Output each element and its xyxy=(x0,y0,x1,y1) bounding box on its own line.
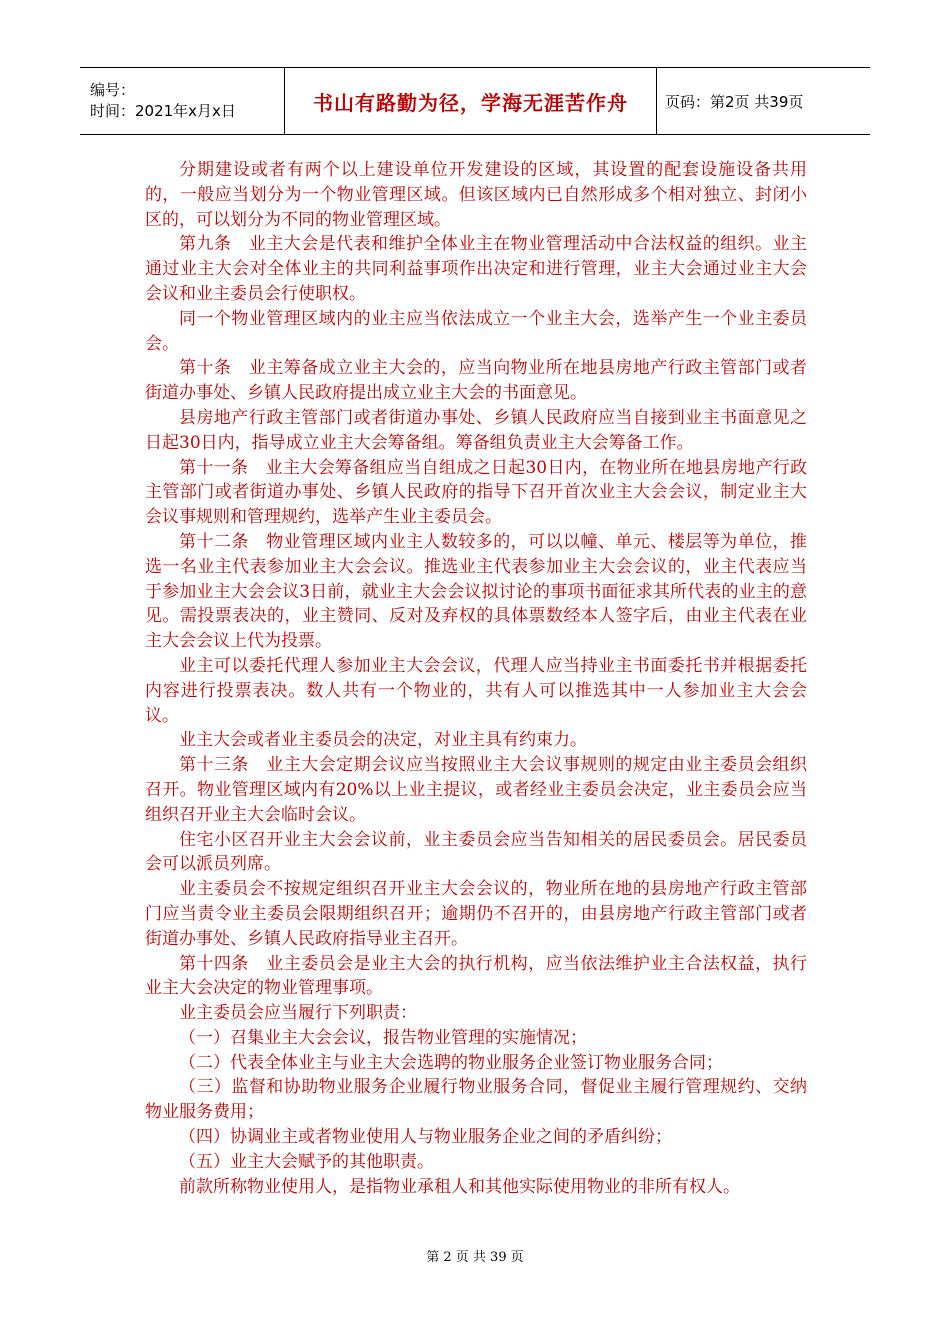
document-body xyxy=(145,158,807,1199)
time-label: 时间：2021年x月x日 xyxy=(90,102,236,120)
header-motto-cell xyxy=(285,68,657,134)
paragraph: 住宅小区召开业主大会会议前，业主委员会应当告知相关的居民委员会。居民委员会可以派员列席。 xyxy=(145,829,807,875)
list-item: （二）代表全体业主与业主大会选聘的物业服务企业签订物业服务合同； xyxy=(179,1052,723,1073)
paragraph: 前款所称物业使用人，是指物业承租人和其他实际使用物业的非所有权人。 xyxy=(179,1176,740,1197)
header-meta xyxy=(80,68,285,134)
page-header xyxy=(80,67,870,135)
paragraph: 第十二条 物业管理区域内业主人数较多的，可以以幢、单元、楼层等为单位，推选一名业主代表参加业主大会会议。推选业主代表参加业主大会会议的，业主代表应当于参加业主大会会议3日前，就业主大会会议拟讨论的事项书面征求其所代表的业主的意见。需投票表决的，业主赞同、反对及弃权的具体票数经本人签字后，由业主代表在业主大会会议上代为投票。 xyxy=(145,531,807,652)
paragraph: 第十条 业主筹备成立业主大会的，应当向物业所在地县房地产行政主管部门或者街道办事处、乡镇人民政府提出成立业主大会的书面意见。 xyxy=(145,358,807,404)
list-item: （四）协调业主或者物业使用人与物业服务企业之间的矛盾纠纷； xyxy=(179,1127,672,1148)
paragraph: 分期建设或者有两个以上建设单位开发建设的区域，其设置的配套设施设备共用的，一般应当划分为一个物业管理区域。但该区域内已自然形成多个相对独立、封闭小区的，可以划分为不同的物业管理区域。 xyxy=(145,160,807,230)
paragraph: 业主可以委托代理人参加业主大会会议，代理人应当持业主书面委托书并根据委托内容进行投票表决。数人共有一个物业的，共有人可以推选其中一人参加业主大会会议。 xyxy=(145,655,807,726)
paragraph: 第十三条 业主大会定期会议应当按照业主大会议事规则的规定由业主委员会组织召开。物业管理区域内有20%以上业主提议，或者经业主委员会决定，业主委员会应当组织召开业主大会临时会议。 xyxy=(145,755,807,825)
paragraph: 业主委员会应当履行下列职责： xyxy=(179,1003,417,1024)
paragraph: 业主委员会不按规定组织召开业主大会会议的，物业所在地的县房地产行政主管部门应当责令业主委员会限期组织召开；逾期仍不召开的，由县房地产行政主管部门或者街道办事处、乡镇人民政府指导业主召开。 xyxy=(145,879,807,949)
paragraph: 第十四条 业主委员会是业主大会的执行机构，应当依法维护业主合法权益，执行业主大会决定的物业管理事项。 xyxy=(145,953,807,999)
paragraph: 第九条 业主大会是代表和维护全体业主在物业管理活动中合法权益的组织。业主通过业主大会对全体业主的共同利益事项作出决定和进行管理，业主大会通过业主大会会议和业主委员会行使职权。 xyxy=(145,234,807,304)
paragraph: 同一个物业管理区域内的业主应当依法成立一个业主大会，选举产生一个业主委员会。 xyxy=(145,308,807,354)
header-page-info: 页码：第2页 共39页 xyxy=(665,92,804,111)
list-item: （一）召集业主大会会议，报告物业管理的实施情况； xyxy=(179,1027,587,1048)
page-footer: 第 2 页 共 39 页 xyxy=(426,1250,524,1265)
header-motto: 书山有路勤为径，学海无涯苦作舟 xyxy=(313,90,628,115)
paragraph: 第十一条 业主大会筹备组应当自组成之日起30日内，在物业所在地县房地产行政主管部门或者街道办事处、乡镇人民政府的指导下召开首次业主大会会议，制定业主大会议事规则和管理规约，选举产生业主委员会。 xyxy=(145,457,807,528)
code-label: 编号： xyxy=(90,81,136,99)
list-item: （五）业主大会赋予的其他职责。 xyxy=(179,1151,434,1172)
paragraph: 县房地产行政主管部门或者街道办事处、乡镇人民政府应当自接到业主书面意见之日起30日内，指导成立业主大会筹备组。筹备组负责业主大会筹备工作。 xyxy=(145,407,807,453)
list-item: （三）监督和协助物业服务企业履行物业服务合同，督促业主履行管理规约、交纳物业服务费用； xyxy=(145,1077,807,1123)
paragraph: 业主大会或者业主委员会的决定，对业主具有约束力。 xyxy=(179,730,587,751)
